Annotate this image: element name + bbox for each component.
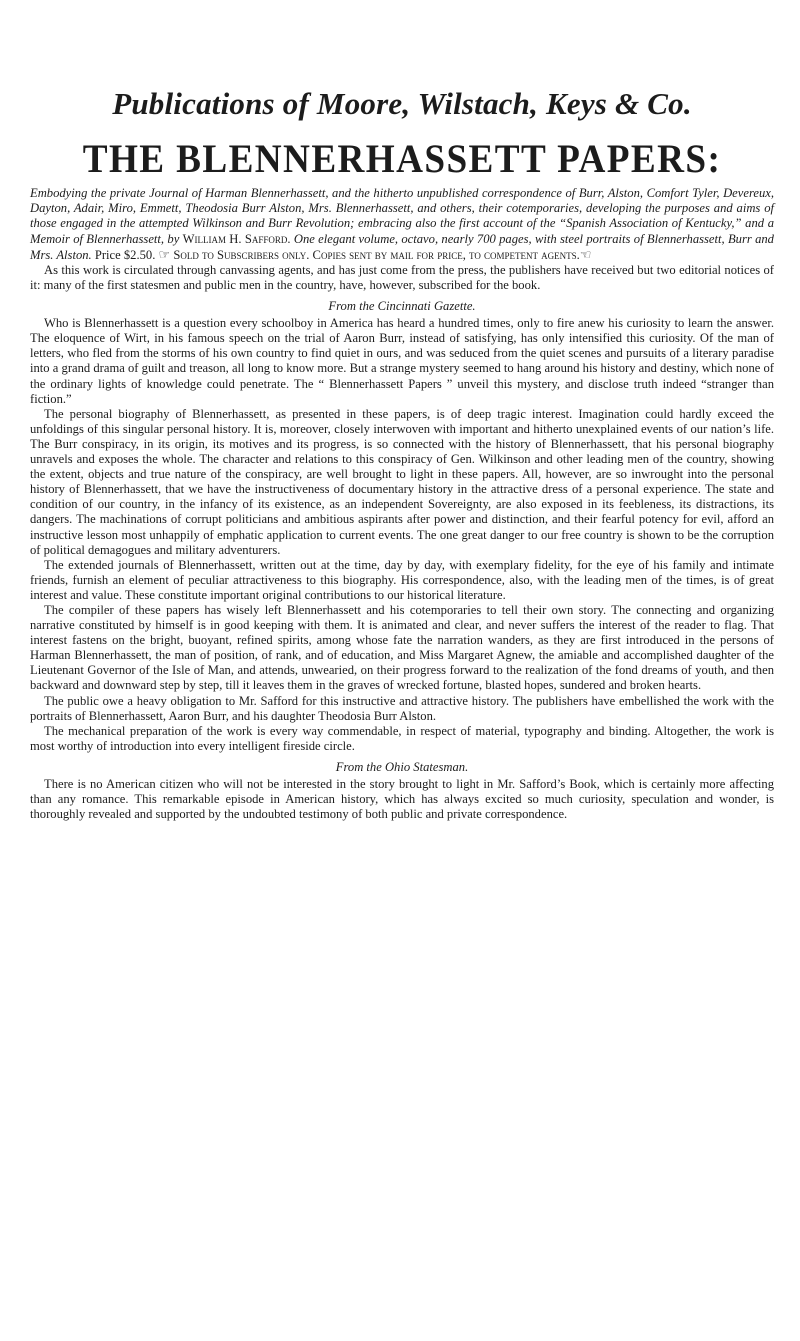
intro-paragraph: As this work is circulated through canvassing agents, and has just come from the press, the publishers have received but two editorial notices of it: many of the first statesmen and public men in the country, have, however, subscribed for the book. xyxy=(30,263,774,293)
review-source-cincinnati: From the Cincinnati Gazette. xyxy=(328,299,476,314)
description-part-2: One elegant volume, octavo, nearly 700 pages, with steel portraits of Blennerhassett, Burr and Mrs. Alston. xyxy=(30,231,774,262)
book-title: THE BLENNERHASSETT PAPERS: xyxy=(82,136,722,181)
publisher-header: Publications of Moore, Wilstach, Keys & Co. xyxy=(112,86,692,121)
review-paragraph: Who is Blennerhassett is a question every schoolboy in America has heard a hundred times, only to fire anew his curiosity to learn the answer. The eloquence of Wirt, in his famous speech on the trial of Aaron Burr, instead of satisfying, has only intensified this curiosity. Of the man of letters, who fled from the storms of his own country to find quiet in ours, and was seduced from the quiet scenes and pursuits of a literary paradise into a grand drama of guilt and treason, all long to know more. But a strange mystery seemed to hang around his history and destiny, which none of the ordinary lights of knowledge could penetrate. The “ Blennerhassett Papers ” unveil this mystery, and disclose truth indeed “stranger than fiction.” xyxy=(30,316,774,406)
description-part-1: Embodying the private Journal of Harman Blennerhassett, and the hitherto unpublished correspondence of Burr, Alston, Comfort Tyler, Devereux, Dayton, Adair, Miro, Emmett, Theodosia Burr Alston, Mrs. Blennerhassett, and others, their cotemporaries, developing the purposes and aims of those engaged in the attempted Wilkinson and Burr Revolution; embracing also the first account of the “Spanish Association of Kentucky,” and a Memoir of Blennerhassett, by xyxy=(30,186,774,246)
review-paragraph: The extended journals of Blennerhassett, written out at the time, day by day, with exemplary fidelity, for the eye of his family and intimate friends, furnish an element of peculiar attractiveness to this biography. His correspondence, also, with the leading men of the times, is of great interest and value. These constitute important original contributions to our historical literature. xyxy=(30,557,774,602)
pointing-hand-left-icon: ☜ xyxy=(579,246,592,262)
book-description xyxy=(30,186,774,263)
review-paragraph: The personal biography of Blennerhassett, as presented in these papers, is of deep tragic interest. Imagination could hardly exceed the unfoldings of this singular personal history. It is, moreover, closely interwoven with important and hitherto unexplained events of our nation’s life. The Burr conspiracy, in its origin, its motives and its progress, is so connected with the history of Blennerhassett, that his personal biography unravels and exposes the whole. The character and relations to this conspiracy of Gen. Wilkinson and other leading men of the country, showing the extent, objects and true nature of the conspiracy, are well brought to light in these papers. All, however, are so inwrought into the personal history of Blennerhassett, that we have the instructiveness of documentary history in the attractive dress of a personal experience. The state and condition of our country, in the infancy of its existence, as an independent Sovereignty, are also exposed in its feebleness, its distractions, its dangers. The machinations of corrupt politicians and ambitious aspirants after power and distinction, and their fearful potency for evil, afford an instructive lesson most unhappily of emphatic application to current events. The one great danger to our free country is shown to be the corruption of political demagogues and military adventurers. xyxy=(30,406,774,557)
price: Price $2.50. xyxy=(94,247,156,262)
review-paragraph: The public owe a heavy obligation to Mr. Safford for this instructive and attractive history. The publishers have embellished the work with the portraits of Blennerhassett, Aaron Burr, and his daughter Theodosia Burr Alston. xyxy=(30,693,774,723)
pointing-hand-right-icon: ☞ xyxy=(158,246,171,262)
author-name: William H. Safford. xyxy=(182,231,291,246)
sold-notice: Sold to Subscribers only. Copies sent by mail for price, to competent agents. xyxy=(173,247,580,262)
review-source-ohio: From the Ohio Statesman. xyxy=(335,759,469,774)
review-paragraph: There is no American citizen who will not be interested in the story brought to light in Mr. Safford’s Book, which is certainly more affecting than any romance. This remarkable episode in American history, which has always excited so much curiosity, speculation and wonder, is thoroughly revealed and supported by the undoubted testimony of both public and private correspondence. xyxy=(30,776,774,822)
review-paragraph: The compiler of these papers has wisely left Blennerhassett and his cotemporaries to tell their own story. The connecting and organizing narrative constituted by himself is in good keeping with them. It is animated and clear, and never suffers the interest of the reader to flag. That interest fastens on the bright, buoyant, refined spirits, among whose fate the narration wanders, as they are first introduced in the persons of Harman Blennerhassett, the man of position, of rank, and of education, and Miss Margaret Agnew, the amiable and accomplished daughter of the Lieutenant Governor of the Isle of Man, and attends, unwearied, on their progress forward to the realization of the fond dreams of youth, and then backward and downward step by step, till it leaves them in the graves of wrecked fortune, blasted hopes, sundered and broken hearts. xyxy=(30,602,774,693)
review-paragraph: The mechanical preparation of the work is every way commendable, in respect of material, typography and binding. Altogether, the work is most worthy of introduction into every intelligent fireside circle. xyxy=(30,723,774,753)
